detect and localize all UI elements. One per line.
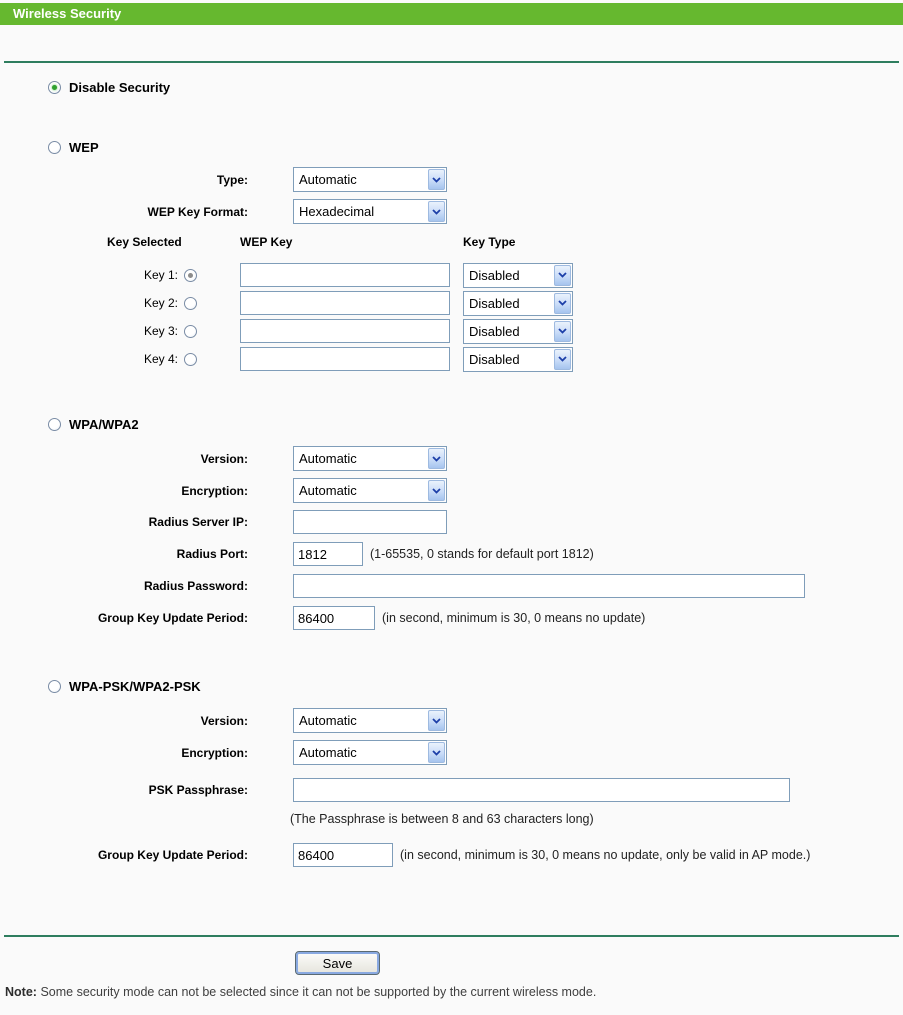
page-title-bar xyxy=(0,3,903,25)
save-button[interactable]: Save xyxy=(295,951,380,975)
wpa-psk-label: WPA-PSK/WPA2-PSK xyxy=(69,678,201,694)
psk-passphrase-note: (The Passphrase is between 8 and 63 characters long) xyxy=(290,812,594,826)
wpa-group-key-note: (in second, minimum is 30, 0 means no update) xyxy=(382,611,646,625)
key4-label: Key 4: xyxy=(143,352,178,366)
footnote-prefix: Note: xyxy=(5,985,37,999)
key3-radio[interactable] xyxy=(184,325,197,338)
radius-server-ip-label: Radius Server IP: xyxy=(148,515,248,529)
separator-line-top xyxy=(4,61,899,63)
wpa-psk-radio[interactable] xyxy=(48,680,61,693)
key3-label: Key 3: xyxy=(143,324,178,338)
key4-type-select[interactable] xyxy=(463,347,573,372)
wep-key-row-3 xyxy=(0,319,903,343)
wep-key-format-value: Hexadecimal xyxy=(299,204,375,219)
key1-radio[interactable] xyxy=(184,269,197,282)
psk-encryption-value: Automatic xyxy=(299,745,357,760)
wep-type-label: Type: xyxy=(216,172,248,187)
radius-port-note: (1-65535, 0 stands for default port 1812) xyxy=(370,547,594,561)
dropdown-arrow-icon xyxy=(428,448,445,469)
key1-label: Key 1: xyxy=(143,268,178,282)
wpa-version-value: Automatic xyxy=(299,451,357,466)
wep-label: WEP xyxy=(69,139,99,155)
psk-version-label: Version: xyxy=(200,713,248,728)
dropdown-arrow-icon xyxy=(428,169,445,190)
key3-type-select[interactable] xyxy=(463,319,573,344)
wpa-radio[interactable] xyxy=(48,418,61,431)
dropdown-arrow-icon xyxy=(554,349,571,370)
wep-key-header: WEP Key xyxy=(240,235,293,249)
wpa-version-select[interactable] xyxy=(293,446,447,471)
key-type-header: Key Type xyxy=(463,235,516,249)
wep-key-format-label: WEP Key Format: xyxy=(147,204,248,219)
wep-radio[interactable] xyxy=(48,141,61,154)
wep-key-format-select[interactable] xyxy=(293,199,447,224)
disable-security-label: Disable Security xyxy=(69,79,171,95)
radius-password-input[interactable] xyxy=(293,574,805,598)
dropdown-arrow-icon xyxy=(554,265,571,286)
footnote-text: Some security mode can not be selected since it can not be supported by the current wireless mode. xyxy=(40,985,597,999)
separator-line-bottom xyxy=(4,935,899,937)
wep-key-row-4 xyxy=(0,347,903,371)
psk-passphrase-input[interactable] xyxy=(293,778,790,802)
psk-encryption-select[interactable] xyxy=(293,740,447,765)
dropdown-arrow-icon xyxy=(428,201,445,222)
wep-key-table-header xyxy=(0,235,903,250)
key4-radio[interactable] xyxy=(184,353,197,366)
key2-label: Key 2: xyxy=(143,296,178,310)
wpa-group-key-label: Group Key Update Period: xyxy=(97,611,248,625)
key2-type-value: Disabled xyxy=(469,295,520,311)
psk-group-key-label: Group Key Update Period: xyxy=(97,848,248,862)
key3-type-value: Disabled xyxy=(469,323,520,339)
psk-encryption-label: Encryption: xyxy=(181,745,248,760)
wpa-encryption-select[interactable] xyxy=(293,478,447,503)
wpa-version-label: Version: xyxy=(200,451,248,466)
key4-wep-key-input[interactable] xyxy=(240,347,450,371)
key2-type-select[interactable] xyxy=(463,291,573,316)
psk-group-key-input[interactable] xyxy=(293,843,393,867)
key2-wep-key-input[interactable] xyxy=(240,291,450,315)
wep-type-select[interactable] xyxy=(293,167,447,192)
key4-type-value: Disabled xyxy=(469,351,520,367)
radius-port-label: Radius Port: xyxy=(176,547,248,561)
dropdown-arrow-icon xyxy=(554,321,571,342)
wep-key-row-1 xyxy=(0,263,903,287)
dropdown-arrow-icon xyxy=(428,480,445,501)
key-selected-header: Key Selected xyxy=(107,235,182,249)
wpa-group-key-input[interactable] xyxy=(293,606,375,630)
psk-group-key-note: (in second, minimum is 30, 0 means no update, only be valid in AP mode.) xyxy=(400,848,811,862)
wpa-encryption-label: Encryption: xyxy=(181,483,248,498)
dropdown-arrow-icon xyxy=(428,710,445,731)
footnote xyxy=(5,985,903,999)
key1-type-select[interactable] xyxy=(463,263,573,288)
psk-passphrase-label: PSK Passphrase: xyxy=(148,783,248,797)
key1-wep-key-input[interactable] xyxy=(240,263,450,287)
dropdown-arrow-icon xyxy=(554,293,571,314)
key2-radio[interactable] xyxy=(184,297,197,310)
radius-server-ip-input[interactable] xyxy=(293,510,447,534)
psk-version-value: Automatic xyxy=(299,713,357,728)
key1-type-value: Disabled xyxy=(469,267,520,283)
dropdown-arrow-icon xyxy=(428,742,445,763)
key3-wep-key-input[interactable] xyxy=(240,319,450,343)
wep-type-value: Automatic xyxy=(299,172,357,187)
wpa-label: WPA/WPA2 xyxy=(69,416,139,432)
psk-version-select[interactable] xyxy=(293,708,447,733)
radius-password-label: Radius Password: xyxy=(143,579,248,593)
radius-port-input[interactable] xyxy=(293,542,363,566)
page-title: Wireless Security xyxy=(13,6,122,21)
wep-key-row-2 xyxy=(0,291,903,315)
wpa-encryption-value: Automatic xyxy=(299,483,357,498)
disable-security-radio[interactable] xyxy=(48,81,61,94)
